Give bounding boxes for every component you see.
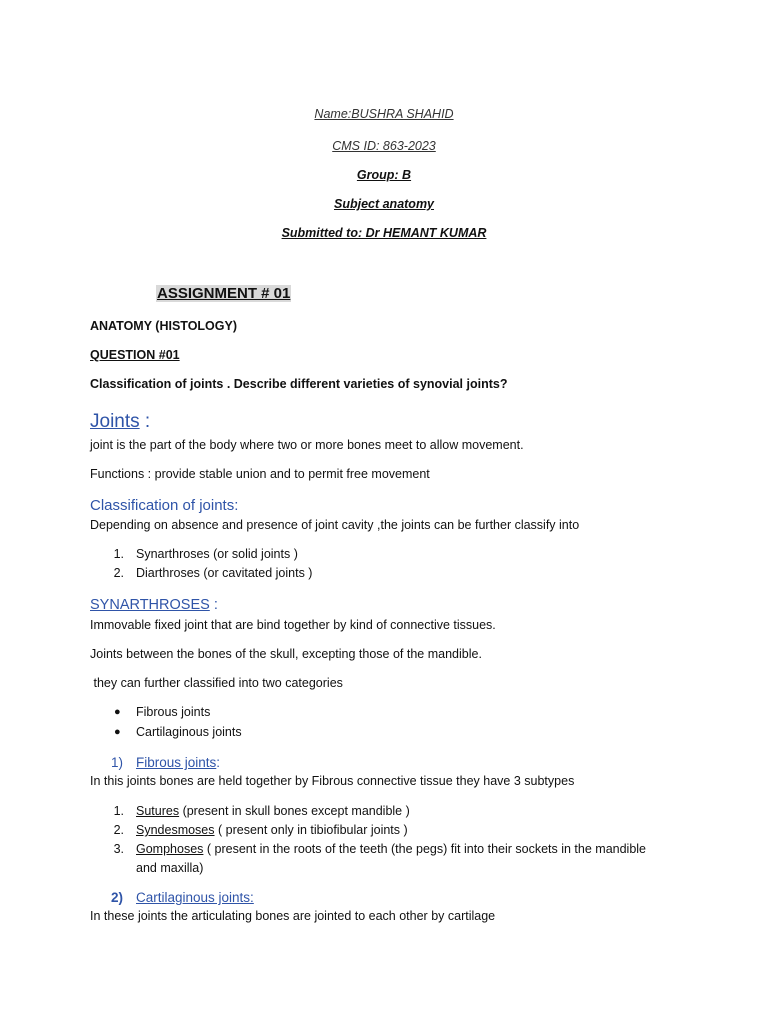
list-text: [136, 823, 408, 837]
classification-intro: Depending on absence and presence of joint cavity ,the joints can be further classify into: [90, 518, 580, 532]
fibrous-intro: In this joints bones are held together by Fibrous connective tissue they have 3 subtypes: [90, 774, 575, 788]
list-number: 1.: [113, 547, 124, 561]
group: Group: B: [356, 168, 412, 182]
list-number: 2.: [113, 823, 124, 837]
list-rest: ( present in the roots of the teeth (the pegs) fit into their sockets in the mandible: [203, 842, 647, 856]
list-term: Sutures: [136, 804, 180, 818]
joints-definition: joint is the part of the body where two or more bones meet to allow movement.: [90, 438, 524, 452]
list-number: 3.: [113, 842, 124, 856]
list-text: Synarthroses (or solid joints ): [136, 547, 298, 561]
question-number: QUESTION #01: [90, 348, 180, 362]
fibrous-heading-wrap: [136, 755, 220, 770]
list-rest: (present in skull bones except mandible ): [179, 804, 410, 818]
cartilaginous-intro: In these joints the articulating bones are jointed to each other by cartilage: [90, 909, 496, 923]
list-text-continued: and maxilla): [136, 861, 204, 875]
classification-heading: Classification of joints:: [90, 497, 239, 514]
joints-heading: [90, 411, 150, 433]
synarthroses-heading: [90, 597, 218, 613]
course-title: ANATOMY (HISTOLOGY): [90, 319, 237, 333]
fibrous-heading-colon: :: [216, 755, 221, 770]
synarthroses-p1: Immovable fixed joint that are bind together by kind of connective tissues.: [90, 618, 496, 632]
joints-heading-colon: :: [139, 411, 151, 432]
list-number: 2.: [113, 566, 124, 580]
list-term: Syndesmoses: [136, 823, 215, 837]
bullet-icon: ●: [114, 726, 121, 738]
cartilaginous-number: 2): [110, 890, 123, 905]
student-name: Name:BUSHRA SHAHID: [314, 107, 454, 121]
fibrous-number: 1): [110, 755, 123, 770]
assignment-title: [156, 285, 291, 302]
list-text: [136, 804, 410, 818]
synarthroses-heading-colon: :: [209, 597, 218, 613]
list-text: Diarthroses (or cavitated joints ): [136, 566, 313, 580]
list-text: Fibrous joints: [136, 705, 211, 719]
question-text: Classification of joints . Describe different varieties of synovial joints?: [90, 377, 508, 391]
joints-heading-text: Joints: [90, 411, 140, 432]
cartilaginous-heading-text: Cartilaginous joints:: [136, 890, 254, 905]
joints-functions: Functions : provide stable union and to permit free movement: [90, 467, 430, 481]
cms-id: CMS ID: 863-2023: [332, 139, 436, 153]
synarthroses-heading-text: SYNARTHROSES: [90, 597, 210, 613]
subject: Subject anatomy: [333, 197, 435, 211]
list-text: [136, 842, 646, 856]
fibrous-heading-text: Fibrous joints: [136, 755, 217, 770]
assignment-title-text: ASSIGNMENT # 01: [157, 285, 291, 302]
list-text: Cartilaginous joints: [136, 725, 242, 739]
submitted-to: Submitted to: Dr HEMANT KUMAR: [281, 226, 487, 240]
list-rest: ( present only in tibiofibular joints ): [214, 823, 408, 837]
list-term: Gomphoses: [136, 842, 204, 856]
bullet-icon: ●: [114, 706, 121, 718]
synarthroses-p2: Joints between the bones of the skull, excepting those of the mandible.: [90, 647, 482, 661]
list-number: 1.: [113, 804, 124, 818]
synarthroses-p3: they can further classified into two categories: [90, 676, 343, 690]
